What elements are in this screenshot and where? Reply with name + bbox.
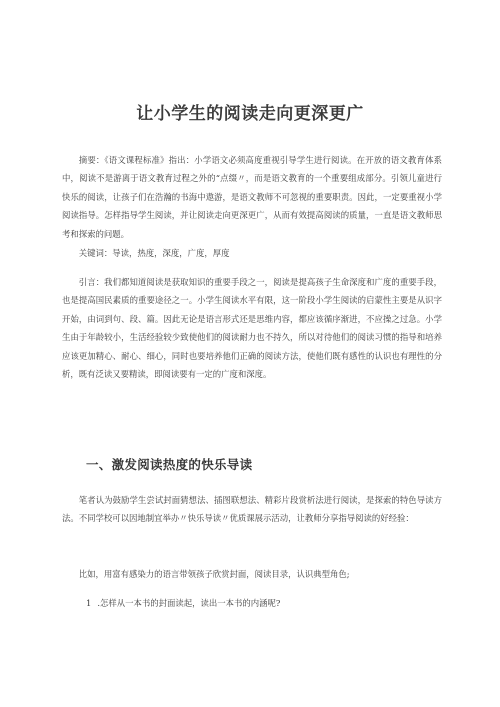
introduction-paragraph: 引言：我们都知道阅读是获取知识的重要手段之一，阅读是提高孩子生命深度和广度的重要手段，也是提高国民素质的重要途径之一。小学生阅读水平有限，这一阶段小学生阅读的启蒙性主要是从识字开始，由词到句、段、篇。因此无论是语言形式还是思维内容，都应该循序渐进，不应操之过急。小学生由于年龄较小，生活经验较少致使他们的阅读耐力也不持久，所以对待他们的阅读习惯的指导和培养应该更加精心、耐心、细心，同时也要培养他们正确的阅读方法，使他们既有感性的认识也有理性的分析，既有泛读又要精读，即阅读要有一定的广度和深度。 [62,277,442,380]
keywords-line: 关键词：导读，热度，深度，广度，厚度 [78,248,230,258]
numbered-item-1 [86,594,280,612]
body-paragraph-1: 笔者认为鼓励学生尝试封面猜想法、插图联想法、精彩片段赏析法进行阅读，是探索的特色导读方法。不同学校可以因地制宜举办〃快乐导读〃优质课展示活动，让教师分享指导阅读的好经验： [62,495,442,524]
abstract-paragraph: 摘要：《语文课程标准》指出：小学语文必须高度重视引导学生进行阅读。在开放的语文教育体系中，阅读不是游离于语文教育过程之外的“点缀〃，而是语文教育的一个重要组成部分。引领儿童进行快乐的阅读，让孩子们在浩瀚的书海中遨游，是语文教师不可忽视的重要职责。因此，一定要重视小学阅读指导。怎样指导学生阅读，并让阅读走向更深更广，从而有效提高阅读的质量，一直是语文教师思考和探索的问题。 [62,155,442,239]
body-paragraph-2: 比如，用富有感染力的语言带领孩子欣赏封面，阅读目录，认识典型角色; [78,569,350,579]
section-heading-1: 一、激发阅读热度的快乐导读 [86,457,253,472]
page-title: 让小学生的阅读走向更深更广 [136,104,364,125]
item-number: 1 [86,598,92,608]
item-text: .怎样从一本书的封面读起，读出一本书的内涵呢? [97,598,281,608]
